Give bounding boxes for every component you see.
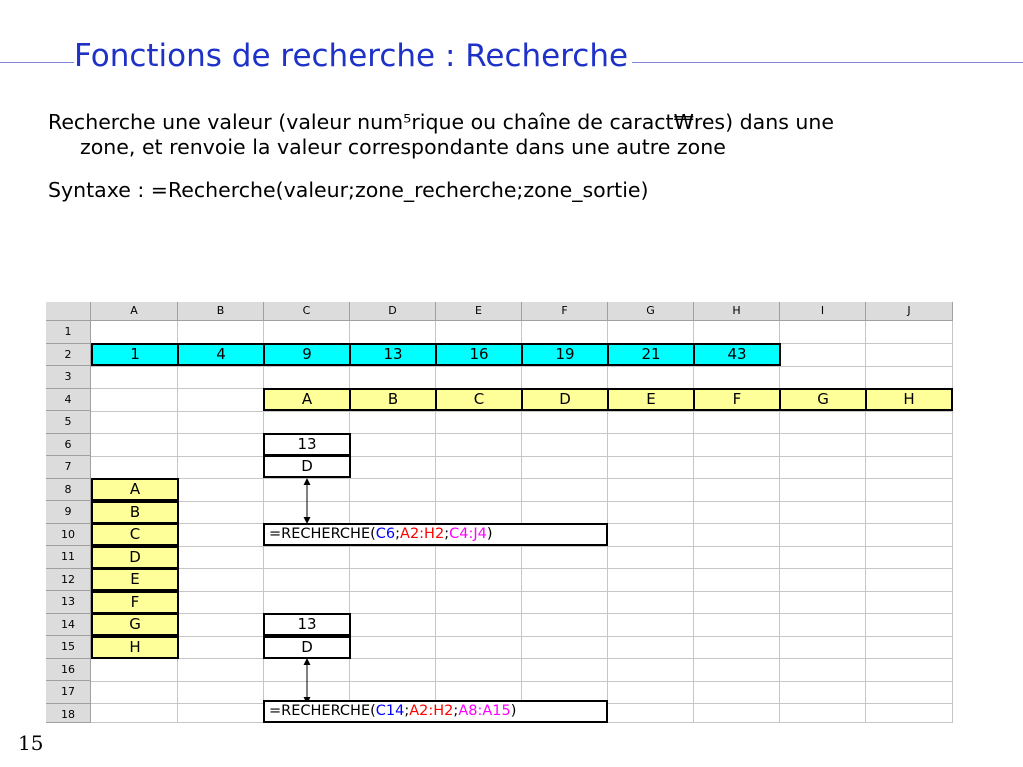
col-header-a[interactable]: A bbox=[91, 302, 178, 321]
row-header-4[interactable]: 4 bbox=[46, 389, 91, 412]
formula-arg-result-range: C4:J4 bbox=[449, 526, 487, 542]
gridline bbox=[693, 321, 694, 723]
gridline bbox=[91, 568, 953, 569]
gridline bbox=[91, 501, 953, 502]
gridline bbox=[91, 456, 953, 457]
formula-arg-lookup-value: C6 bbox=[375, 526, 396, 542]
row-header-15[interactable]: 15 bbox=[46, 636, 91, 659]
formula-separator: ; bbox=[453, 703, 459, 719]
cell-c4[interactable]: A bbox=[263, 388, 351, 411]
gridline bbox=[91, 681, 953, 682]
cell-a13[interactable]: F bbox=[91, 591, 179, 614]
row-header-16[interactable]: 16 bbox=[46, 659, 91, 682]
cell-h4[interactable]: F bbox=[693, 388, 781, 411]
cell-f2[interactable]: 19 bbox=[521, 343, 609, 366]
formula-separator: ; bbox=[404, 703, 410, 719]
row-header-17[interactable]: 17 bbox=[46, 681, 91, 704]
cell-f4[interactable]: D bbox=[521, 388, 609, 411]
gridline bbox=[91, 636, 953, 637]
formula-separator: ; bbox=[444, 526, 450, 542]
formula-arg-search-range: A2:H2 bbox=[400, 526, 445, 542]
row-header-13[interactable]: 13 bbox=[46, 591, 91, 614]
col-header-g[interactable]: G bbox=[608, 302, 694, 321]
cell-c14[interactable]: 13 bbox=[263, 613, 351, 636]
formula-suffix: ) bbox=[486, 526, 493, 542]
row-header-1[interactable]: 1 bbox=[46, 321, 91, 344]
col-header-c[interactable]: C bbox=[264, 302, 350, 321]
formula-arg-result-range: A8:A15 bbox=[458, 703, 511, 719]
formula-prefix: =RECHERCHE( bbox=[269, 703, 376, 719]
col-header-b[interactable]: B bbox=[178, 302, 264, 321]
description-line-1: Recherche une valeur (valeur num⁵rique ou chaîne de caract₩res) dans une bbox=[48, 110, 834, 134]
cell-a14[interactable]: G bbox=[91, 613, 179, 636]
cell-e2[interactable]: 16 bbox=[435, 343, 523, 366]
row-header-11[interactable]: 11 bbox=[46, 546, 91, 569]
row-header-10[interactable]: 10 bbox=[46, 524, 91, 547]
cell-e4[interactable]: C bbox=[435, 388, 523, 411]
formula-prefix: =RECHERCHE( bbox=[269, 526, 376, 542]
gridline bbox=[263, 321, 264, 723]
cell-a10[interactable]: C bbox=[91, 523, 179, 546]
cell-a2[interactable]: 1 bbox=[91, 343, 179, 366]
cell-c7[interactable]: D bbox=[263, 455, 351, 478]
gridline bbox=[91, 591, 953, 592]
formula-separator: ; bbox=[395, 526, 401, 542]
select-all-corner[interactable] bbox=[46, 302, 91, 321]
col-header-e[interactable]: E bbox=[436, 302, 522, 321]
gridline bbox=[865, 321, 866, 723]
double-arrow-icon bbox=[300, 658, 314, 704]
cell-a9[interactable]: B bbox=[91, 501, 179, 524]
gridline bbox=[779, 321, 780, 723]
col-header-j[interactable]: J bbox=[866, 302, 953, 321]
cell-a12[interactable]: E bbox=[91, 568, 179, 591]
gridline bbox=[607, 321, 608, 723]
row-header-9[interactable]: 9 bbox=[46, 501, 91, 524]
row-header-5[interactable]: 5 bbox=[46, 411, 91, 434]
cell-d2[interactable]: 13 bbox=[349, 343, 437, 366]
cell-g2[interactable]: 21 bbox=[607, 343, 695, 366]
spreadsheet bbox=[46, 302, 953, 723]
cell-g4[interactable]: E bbox=[607, 388, 695, 411]
cell-b2[interactable]: 4 bbox=[177, 343, 265, 366]
double-arrow-icon bbox=[300, 478, 314, 524]
row-header-7[interactable]: 7 bbox=[46, 456, 91, 479]
row-header-6[interactable]: 6 bbox=[46, 434, 91, 457]
row-header-2[interactable]: 2 bbox=[46, 344, 91, 367]
formula-arg-lookup-value: C14 bbox=[375, 703, 405, 719]
cell-a15[interactable]: H bbox=[91, 636, 179, 659]
formula-arg-search-range: A2:H2 bbox=[409, 703, 454, 719]
cell-c15[interactable]: D bbox=[263, 636, 351, 659]
cell-a8[interactable]: A bbox=[91, 478, 179, 501]
gridline bbox=[91, 658, 953, 659]
formula-cell-c10[interactable] bbox=[263, 523, 608, 546]
gridline bbox=[521, 321, 522, 723]
row-header-8[interactable]: 8 bbox=[46, 479, 91, 502]
cell-c6[interactable]: 13 bbox=[263, 433, 351, 456]
col-header-d[interactable]: D bbox=[350, 302, 436, 321]
row-header-18[interactable]: 18 bbox=[46, 704, 91, 724]
cell-a11[interactable]: D bbox=[91, 546, 179, 569]
row-header-3[interactable]: 3 bbox=[46, 366, 91, 389]
formula-suffix: ) bbox=[510, 703, 517, 719]
col-header-h[interactable]: H bbox=[694, 302, 780, 321]
gridline bbox=[952, 321, 953, 723]
cell-c2[interactable]: 9 bbox=[263, 343, 351, 366]
col-header-f[interactable]: F bbox=[522, 302, 608, 321]
cell-j4[interactable]: H bbox=[865, 388, 953, 411]
cell-i4[interactable]: G bbox=[779, 388, 867, 411]
cell-h2[interactable]: 43 bbox=[693, 343, 781, 366]
gridline bbox=[91, 433, 953, 434]
row-header-12[interactable]: 12 bbox=[46, 569, 91, 592]
slide-title: Fonctions de recherche : Recherche bbox=[74, 38, 632, 74]
gridline bbox=[91, 478, 953, 479]
cell-d4[interactable]: B bbox=[349, 388, 437, 411]
description-line-2: zone, et renvoie la valeur correspondante dans une autre zone bbox=[80, 135, 726, 159]
row-header-14[interactable]: 14 bbox=[46, 614, 91, 637]
syntax-line: Syntaxe : =Recherche(valeur;zone_recherche;zone_sortie) bbox=[48, 178, 649, 202]
gridline bbox=[349, 321, 350, 723]
col-header-i[interactable]: I bbox=[780, 302, 866, 321]
page-number: 15 bbox=[18, 731, 44, 755]
formula-cell-c18[interactable] bbox=[263, 700, 608, 723]
gridline bbox=[91, 613, 953, 614]
gridline bbox=[435, 321, 436, 723]
